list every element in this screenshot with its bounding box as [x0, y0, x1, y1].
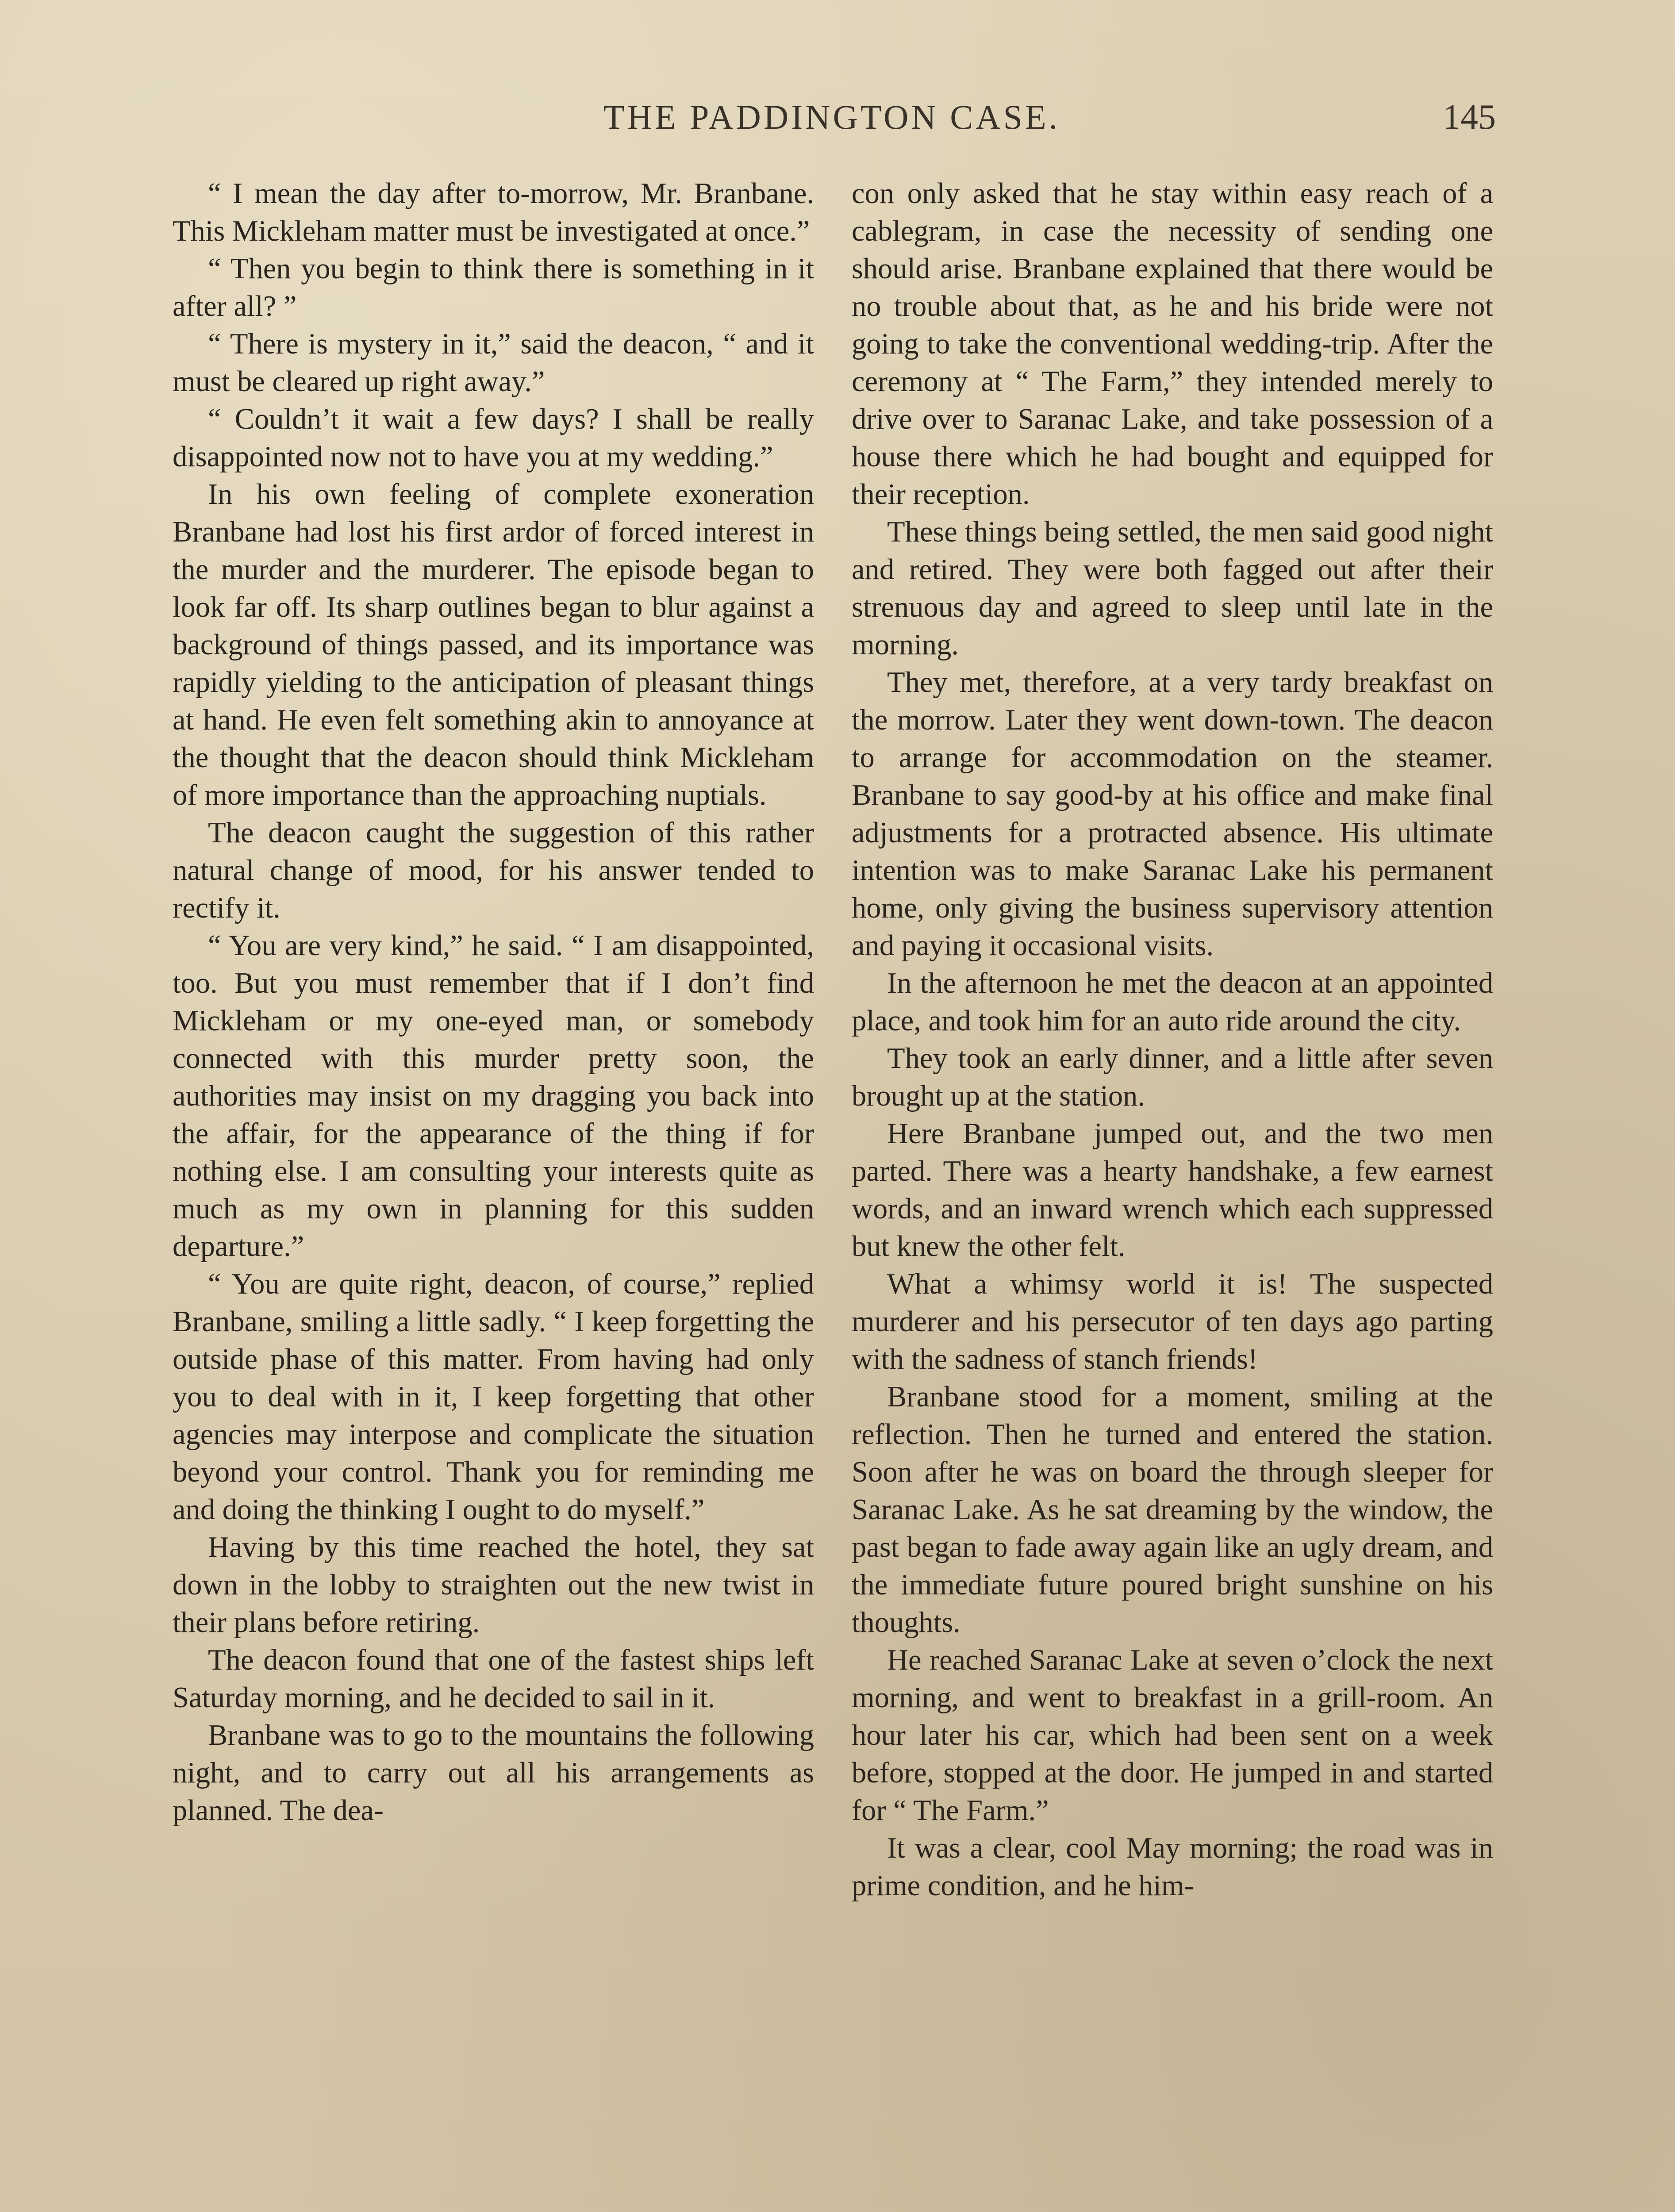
paragraph: In his own feeling of complete exoneration Branbane had lost his first ardor of forced interest in the murder and the murderer. The episode began to look far off. Its sharp outlines began to blur against a background of things passed, and its importance was rapidly yielding to the anticipation of pleasant things at hand. He even felt something akin to annoyance at the thought that the deacon should think Mickleham of more importance than the approaching nuptials. [173, 478, 814, 811]
page-number: 145 [1443, 98, 1496, 137]
paragraph: They met, therefore, at a very tardy breakfast on the morrow. Later they went down-town. The deacon to arrange for accommodation on the steamer. Branbane to say good-by at his office and make final adjustments for a protracted absence. His ultimate intention was to make Saranac Lake his permanent home, only giving the business supervisory attention and paying it occasional visits. [852, 666, 1493, 962]
paragraph: “ I mean the day after to-morrow, Mr. Branbane. This Mickleham matter must be investigated at once.” [173, 177, 814, 247]
paragraph: Branbane was to go to the mountains the following night, and to carry out all his arrangements as planned. The dea- [173, 1719, 814, 1827]
paragraph: The deacon caught the suggestion of this rather natural change of mood, for his answer tended to rectify it. [173, 817, 814, 924]
paragraph: “ Then you begin to think there is something in it after all? ” [173, 253, 814, 323]
paragraph: Here Branbane jumped out, and the two men parted. There was a hearty handshake, a few earnest words, and an inward wrench which each suppressed but knew the other felt. [852, 1118, 1493, 1263]
paragraph: “ Couldn’t it wait a few days? I shall be really disappointed now not to have you at my wedding.” [173, 403, 814, 473]
paragraph: These things being settled, the men said good night and retired. They were both fagged out after their strenuous day and agreed to sleep until late in the morning. [852, 516, 1493, 661]
running-title: THE PADDINGTON CASE. [603, 98, 1060, 136]
paragraph: The deacon found that one of the fastest ships left Saturday morning, and he decided to sail in it. [173, 1644, 814, 1714]
right-column [852, 175, 1493, 2212]
running-head [168, 97, 1495, 150]
paragraph: It was a clear, cool May morning; the road was in prime condition, and he him- [852, 1832, 1493, 1902]
paragraph-continued: con only asked that he stay within easy reach of a cablegram, in case the necessity of sending one should arise. Branbane explained that there would be no trouble about that, as he and his bride were not going to take the conventional wedding-trip. After the ceremony at “ The Farm,” they intended merely to drive over to Saranac Lake, and take possession of a house there which he had bought and equipped for their reception. [852, 177, 1493, 511]
paragraph: Having by this time reached the hotel, they sat down in the lobby to straighten out the new twist in their plans before retiring. [173, 1531, 814, 1639]
paragraph: They took an early dinner, and a little after seven brought up at the station. [852, 1042, 1493, 1112]
left-column [173, 175, 814, 2212]
paragraph: In the afternoon he met the deacon at an appointed place, and took him for an auto ride around the city. [852, 967, 1493, 1037]
paragraph: What a whimsy world it is! The suspected murderer and his persecutor of ten days ago parting with the sadness of stanch friends! [852, 1268, 1493, 1375]
paragraph: “ There is mystery in it,” said the deacon, “ and it must be cleared up right away.” [173, 328, 814, 398]
paragraph: “ You are very kind,” he said. “ I am disappointed, too. But you must remember that if I don’t find Mickleham or my one-eyed man, or somebody connected with this murder pretty soon, the authorities may insist on my dragging you back into the affair, for the appearance of the thing if for nothing else. I am consulting your interests quite as much as my own in planning for this sudden departure.” [173, 929, 814, 1263]
paragraph: “ You are quite right, deacon, of course,” replied Branbane, smiling a little sadly. “ I keep forgetting the outside phase of this matter. From having had only you to deal with in it, I keep forgetting that other agencies may interpose and complicate the situation beyond your control. Thank you for reminding me and doing the thinking I ought to do myself.” [173, 1268, 814, 1526]
paragraph: He reached Saranac Lake at seven o’clock the next morning, and went to breakfast in a grill-room. An hour later his car, which had been sent on a week before, stopped at the door. He jumped in and started for “ The Farm.” [852, 1644, 1493, 1827]
paragraph: Branbane stood for a moment, smiling at the reflection. Then he turned and entered the station. Soon after he was on board the through sleeper for Saranac Lake. As he sat dreaming by the window, the past began to fade away again like an ugly dream, and the immediate future poured bright sunshine on his thoughts. [852, 1381, 1493, 1639]
